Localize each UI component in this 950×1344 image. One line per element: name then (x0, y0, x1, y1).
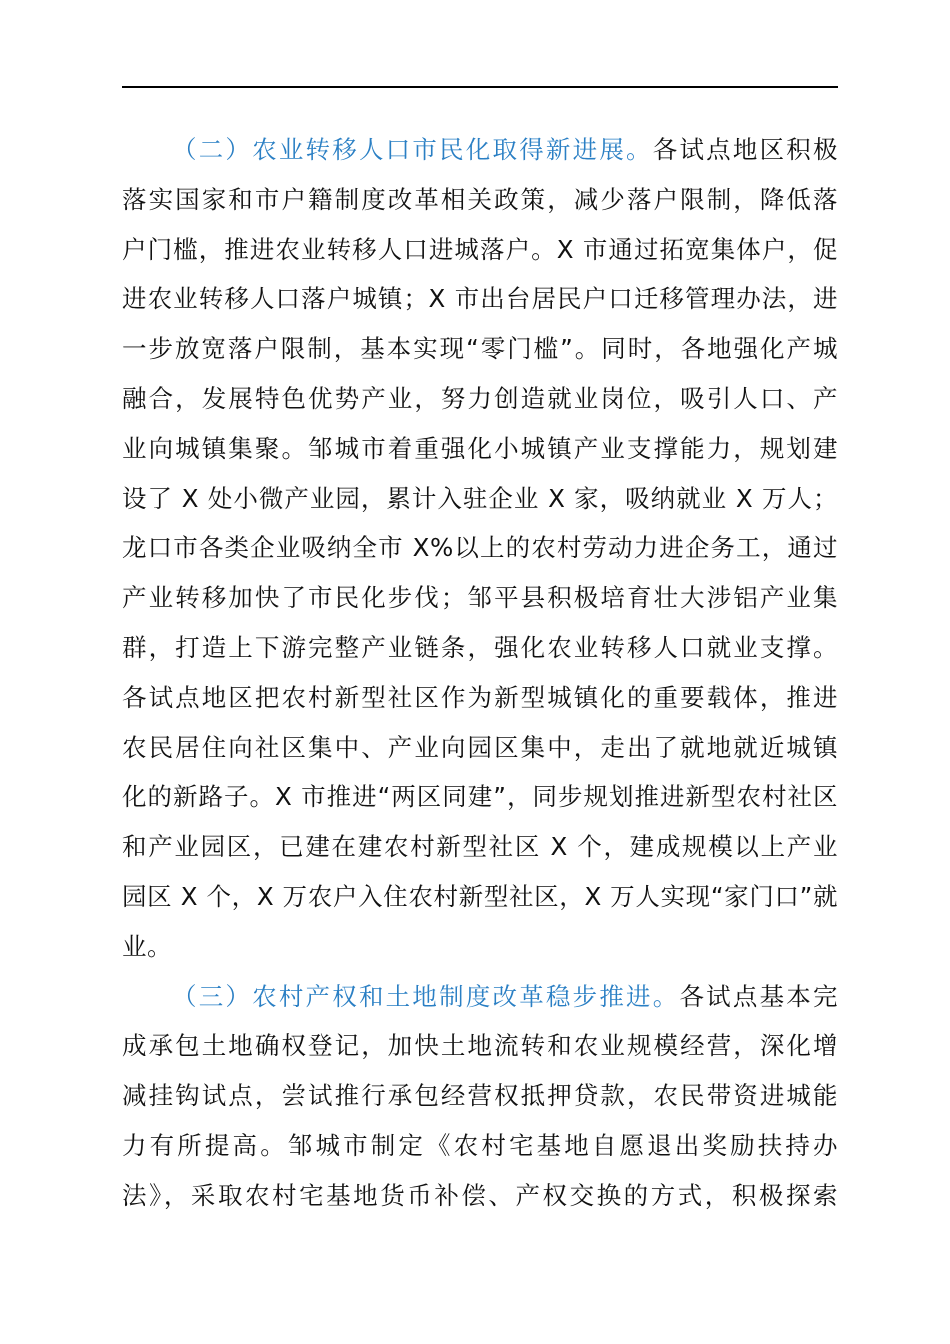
body-text: 各试点地区积极 (652, 135, 838, 164)
text-line: 业。 (122, 931, 172, 961)
text-line: 设了 X 处小微产业园，累计入驻企业 X 家，吸纳就业 X 万人； (122, 483, 838, 513)
body-text: 各试点基本完 (679, 981, 839, 1011)
text-line: 一步放宽落户限制，基本实现“零门槛”。同时，各地强化产城 (122, 334, 838, 364)
text-line: 农民居住向社区集中、产业向园区集中，走出了就地就近城镇 (122, 732, 838, 762)
text-line: 力有所提高。邹城市制定《农村宅基地自愿退出奖励扶持办 (122, 1130, 838, 1160)
paragraph-two (122, 125, 838, 972)
text-line: 成承包土地确权登记，加快土地流转和农业规模经营，深化增 (122, 1031, 838, 1061)
text-line: 户门槛，推进农业转移人口进城落户。X 市通过拓宽集体户，促 (122, 234, 838, 264)
text-line: 龙口市各类企业吸纳全市 X%以上的农村劳动力进企务工，通过 (122, 533, 838, 563)
text-line: 各试点地区把农村新型社区作为新型城镇化的重要载体，推进 (122, 682, 838, 712)
text-line: 和产业园区，已建在建农村新型社区 X 个，建成规模以上产业 (122, 832, 838, 862)
text-line: 融合，发展特色优势产业，努力创造就业岗位，吸引人口、产 (122, 383, 838, 413)
paragraph-first-line (122, 972, 838, 1022)
text-line: 法》，采取农村宅基地货币补偿、产权交换的方式，积极探索 (122, 1180, 838, 1210)
text-line: 落实国家和市户籍制度改革相关政策，减少落户限制，降低落 (122, 184, 838, 214)
header-rule (122, 86, 838, 88)
paragraph-first-line (122, 125, 838, 175)
text-line: 化的新路子。X 市推进“两区同建”，同步规划推进新型农村社区 (122, 782, 838, 812)
document-body (122, 125, 838, 1221)
text-line: 业向城镇集聚。邹城市着重强化小城镇产业支撑能力，规划建 (122, 433, 838, 463)
text-line: 减挂钩试点，尝试推行承包经营权抵押贷款，农民带资进城能 (122, 1081, 838, 1111)
text-line: 进农业转移人口落户城镇；X 市出台居民户口迁移管理办法，进 (122, 284, 838, 314)
text-line: 产业转移加快了市民化步伐；邹平县积极培育壮大涉铝产业集 (122, 583, 838, 613)
text-line: 群，打造上下游完整产业链条，强化农业转移人口就业支撑。 (122, 632, 838, 662)
section-heading: （三）农村产权和土地制度改革稳步推进。 (172, 981, 680, 1011)
paragraph-three (122, 972, 838, 1221)
section-heading: （二）农业转移人口市民化取得新进展。 (172, 135, 653, 164)
text-line: 园区 X 个，X 万农户入住农村新型社区，X 万人实现“家门口”就 (122, 881, 838, 911)
